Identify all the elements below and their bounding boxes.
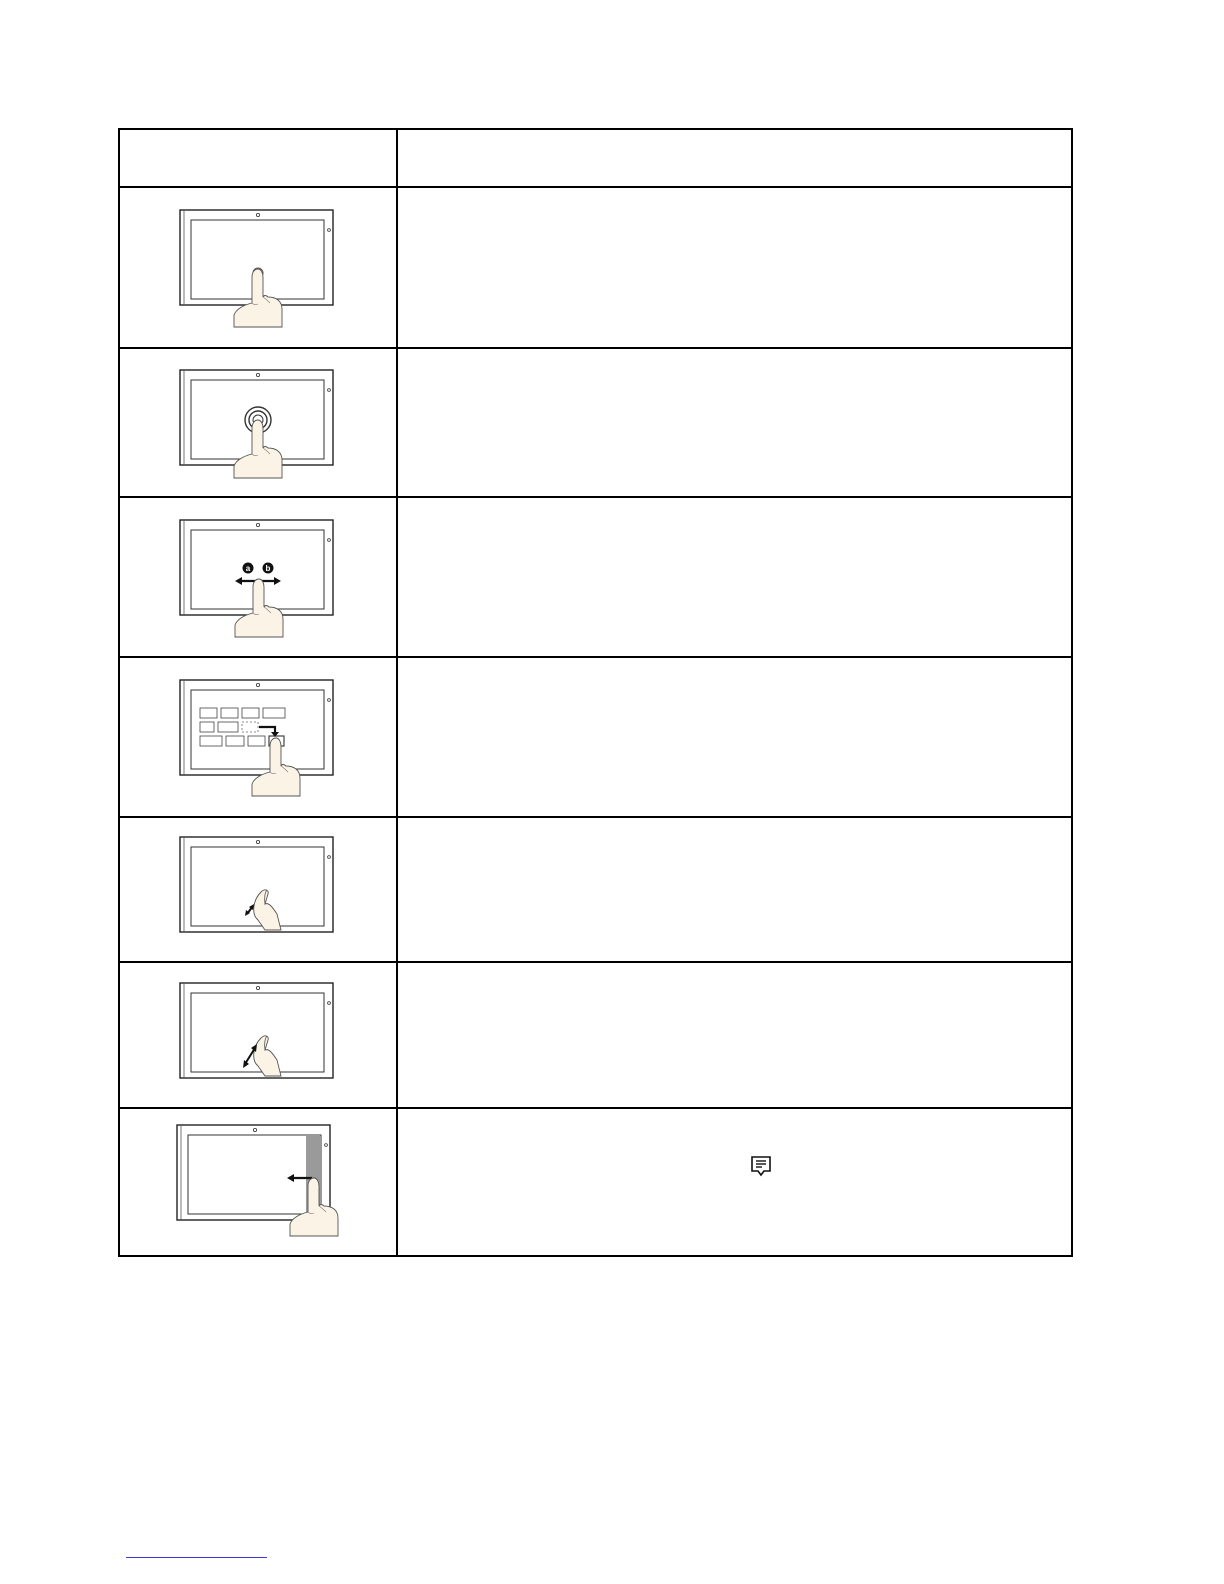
- swipe-in-from-right-edge-icon: [168, 1120, 348, 1245]
- illustration-cell: [119, 1108, 397, 1256]
- touch-gestures-table: [118, 128, 1073, 1257]
- illustration-cell: [119, 817, 397, 962]
- header-gesture-cell: [119, 129, 397, 187]
- table-row: [119, 657, 1072, 817]
- illustration-cell: [119, 348, 397, 497]
- illustration-cell: [119, 657, 397, 817]
- table-header-row: [119, 129, 1072, 187]
- description-cell: [397, 497, 1072, 657]
- marker-b: b: [265, 563, 271, 573]
- table-row: [119, 817, 1072, 962]
- pinch-zoom-out-gesture-icon: [173, 832, 343, 947]
- header-description-cell: [397, 129, 1072, 187]
- action-center-icon: [750, 1155, 772, 1177]
- description-cell: [397, 962, 1072, 1108]
- slide-gesture-icon: [173, 515, 343, 640]
- marker-a: a: [245, 563, 251, 573]
- illustration-cell: [119, 187, 397, 348]
- drag-gesture-icon: [173, 675, 343, 800]
- description-cell: [397, 348, 1072, 497]
- stretch-zoom-in-gesture-icon: [173, 978, 343, 1093]
- description-cell: [397, 187, 1072, 348]
- table-row: [119, 962, 1072, 1108]
- description-cell: [397, 817, 1072, 962]
- tap-and-hold-gesture-icon: [173, 365, 343, 480]
- illustration-cell: [119, 962, 397, 1108]
- tap-gesture-icon: [173, 205, 343, 330]
- table-row: [119, 187, 1072, 348]
- table-row: [119, 348, 1072, 497]
- table-row: [119, 497, 1072, 657]
- footer-link-underline: [126, 1557, 267, 1558]
- description-cell: [397, 657, 1072, 817]
- table-row: [119, 1108, 1072, 1256]
- description-cell: [397, 1108, 1072, 1256]
- illustration-cell: [119, 497, 397, 657]
